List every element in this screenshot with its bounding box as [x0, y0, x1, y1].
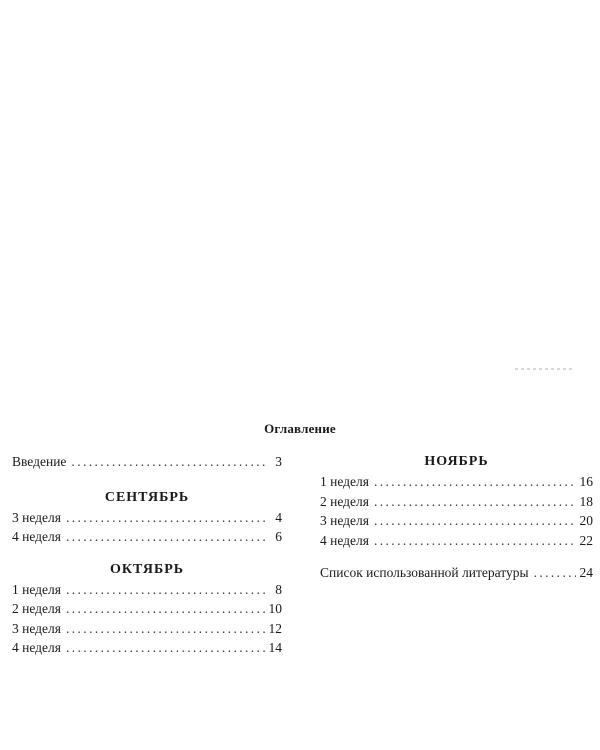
- toc-entry[interactable]: [12, 599, 282, 619]
- toc-entry-label: 3 неделя: [12, 509, 61, 525]
- toc-right-column: [320, 452, 593, 583]
- toc-entry-page: 16: [579, 474, 593, 489]
- toc-entry-label: 1 неделя: [12, 581, 61, 597]
- section-heading-november: НОЯБРЬ: [424, 454, 489, 469]
- toc-left-column: [12, 452, 282, 658]
- toc-entry-label: 1 неделя: [320, 474, 369, 489]
- dot-leader: [71, 452, 268, 472]
- toc-entry[interactable]: [12, 619, 282, 639]
- toc-entry-page: 8: [275, 581, 282, 597]
- toc-entry-page: 24: [579, 565, 593, 580]
- dot-leader: [374, 531, 576, 551]
- dot-leader: [374, 492, 576, 512]
- toc-entry[interactable]: [12, 580, 282, 600]
- toc-entry[interactable]: [320, 492, 593, 512]
- toc-entry-page: 4: [275, 509, 282, 525]
- dot-leader: [66, 638, 265, 658]
- scan-artifact: [515, 368, 573, 370]
- toc-entry-literature[interactable]: [320, 563, 593, 583]
- toc-entry-page: 3: [275, 454, 282, 469]
- toc-entry-page: 12: [268, 620, 282, 636]
- toc-entry[interactable]: [320, 472, 593, 492]
- toc-entry-page: 22: [579, 532, 593, 548]
- toc-entry-page: 10: [268, 601, 282, 616]
- toc-entry-page: 14: [268, 640, 282, 655]
- toc-entry-label: 2 неделя: [12, 601, 61, 616]
- dot-leader: [66, 508, 268, 528]
- dot-leader: [66, 580, 268, 600]
- toc-entry[interactable]: [12, 527, 282, 547]
- dot-leader: [66, 599, 265, 619]
- toc-entry[interactable]: [320, 531, 593, 551]
- toc-entry-label: Список использованной литературы: [320, 565, 529, 580]
- toc-entry-page: 18: [579, 493, 593, 509]
- dot-leader: [374, 511, 576, 531]
- toc-entry-label: 4 неделя: [320, 532, 369, 548]
- toc-entry-label: 3 неделя: [320, 513, 369, 528]
- dot-leader: [534, 563, 576, 583]
- toc-entry-label: Введение: [12, 454, 67, 469]
- toc-entry-label: 2 неделя: [320, 493, 369, 509]
- toc-entry-page: 20: [579, 513, 593, 528]
- toc-entry-label: 4 неделя: [12, 640, 61, 655]
- toc-entry-intro[interactable]: [12, 452, 282, 472]
- dot-leader: [374, 472, 576, 492]
- toc-entry-label: 4 неделя: [12, 529, 61, 544]
- toc-entry[interactable]: [320, 511, 593, 531]
- dot-leader: [66, 527, 268, 547]
- dot-leader: [66, 619, 265, 639]
- toc-entry-label: 3 неделя: [12, 620, 61, 636]
- section-heading-september: СЕНТЯБРЬ: [104, 489, 190, 505]
- toc-entry[interactable]: [12, 508, 282, 528]
- toc-entry-page: 6: [275, 529, 282, 544]
- toc-entry[interactable]: [12, 638, 282, 658]
- toc-title: Оглавление: [264, 421, 336, 436]
- section-heading-october: ОКТЯБРЬ: [109, 561, 185, 577]
